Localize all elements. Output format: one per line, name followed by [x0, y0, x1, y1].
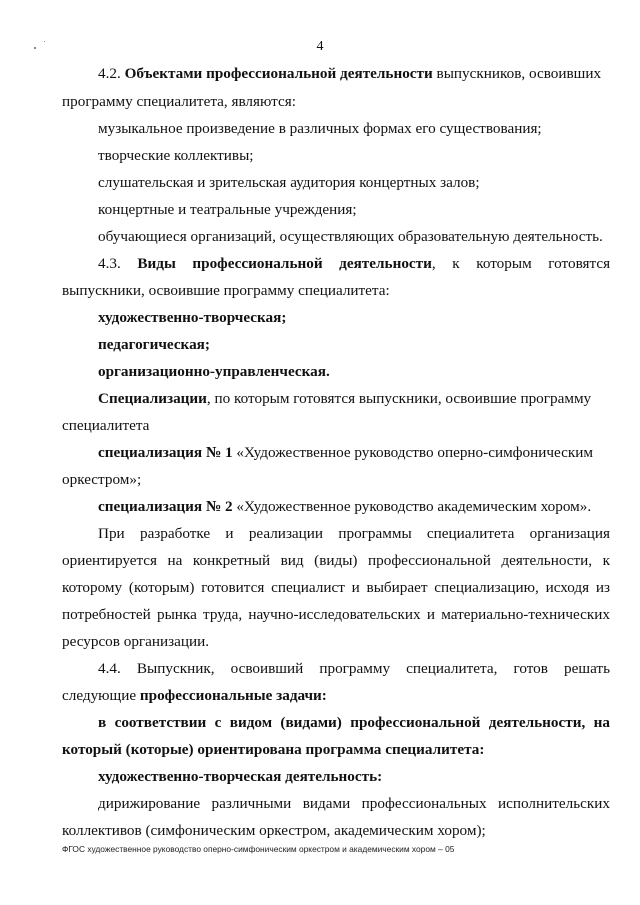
- bold-term: Виды: [137, 255, 176, 272]
- section-4-4-line1: 4.4. Выпускник, освоивший программу специалитета, готов решать: [98, 660, 610, 677]
- object-item: музыкальное произведение в различных формах его существования;: [98, 120, 542, 137]
- specialization-2: [98, 497, 610, 517]
- section-number: 4.3.: [98, 255, 121, 272]
- activity-type: художественно-творческая;: [98, 309, 287, 326]
- object-item: обучающиеся организаций, осуществляющих образовательную деятельность.: [98, 228, 603, 245]
- section-4-2-line1: [98, 64, 610, 84]
- paragraph-line: ориентируется на конкретный вид (виды) профессиональной деятельности, к: [62, 552, 610, 569]
- specialization-1-line2: оркестром»;: [62, 471, 142, 488]
- object-item: слушательская и зрительская аудитория концертных залов;: [98, 174, 480, 191]
- specializations-line2: специалитета: [62, 417, 150, 434]
- text: «Художественное руководство оперно-симфоническим: [232, 444, 593, 461]
- bold-term: Объектами профессиональной деятельности: [124, 65, 433, 82]
- section-4-2-line2: программу специалитета, являются:: [62, 93, 296, 110]
- text: к: [452, 255, 460, 272]
- task-heading-line2: который (которые) ориентирована программа специалитета:: [62, 741, 485, 758]
- bold-term: профессиональные задачи:: [139, 687, 327, 704]
- section-4-3-line1: [98, 254, 610, 274]
- text: «Художественное руководство академическим хором».: [232, 498, 592, 515]
- bold-term: специализация № 2: [98, 498, 233, 515]
- object-item: творческие коллективы;: [98, 147, 254, 164]
- bold-term: профессиональной: [192, 255, 323, 272]
- text: готовятся: [548, 255, 611, 272]
- page-number: 4: [316, 39, 324, 54]
- text: которым: [476, 255, 532, 272]
- bold-term-with-comma: деятельности,: [339, 255, 436, 272]
- task-line2: коллективов (симфоническим оркестром, академическим хором);: [62, 822, 486, 839]
- bold-term: Специализации: [98, 390, 207, 407]
- paragraph-line: которому (которым) готовится специалист и выбирает специализацию, исходя из: [62, 579, 610, 596]
- paragraph-line: потребностей рынка труда, научно-исследовательских и материально-технических: [62, 606, 610, 623]
- footer-note: ФГОС художественное руководство оперно-симфоническим оркестром и академическим хором – 05: [62, 844, 455, 854]
- paragraph-line: ресурсов организации.: [62, 633, 210, 650]
- section-number: 4.2.: [98, 65, 121, 82]
- text: следующие: [62, 687, 140, 704]
- text: , по которым готовятся выпускники, освоившие программу: [206, 390, 592, 407]
- object-item: концертные и театральные учреждения;: [98, 201, 357, 218]
- section-4-3-line2: выпускники, освоившие программу специалитета:: [62, 282, 390, 299]
- section-4-4-line2: [62, 686, 610, 706]
- activity-type: организационно-управленческая.: [98, 363, 330, 380]
- task-line1: дирижирование различными видами профессиональных исполнительских: [98, 795, 610, 812]
- task-heading-line1: в соответствии с видом (видами) профессиональной деятельности, на: [98, 714, 610, 731]
- specialization-1-line1: [98, 443, 610, 463]
- specializations-line1: [98, 389, 610, 409]
- bold-term: специализация № 1: [98, 444, 233, 461]
- paragraph-line: При разработке и реализации программы специалитета организация: [98, 525, 610, 542]
- text: выпускников, освоивших: [432, 65, 602, 82]
- activity-type: педагогическая;: [98, 336, 210, 353]
- subheading: художественно-творческая деятельность:: [98, 768, 383, 785]
